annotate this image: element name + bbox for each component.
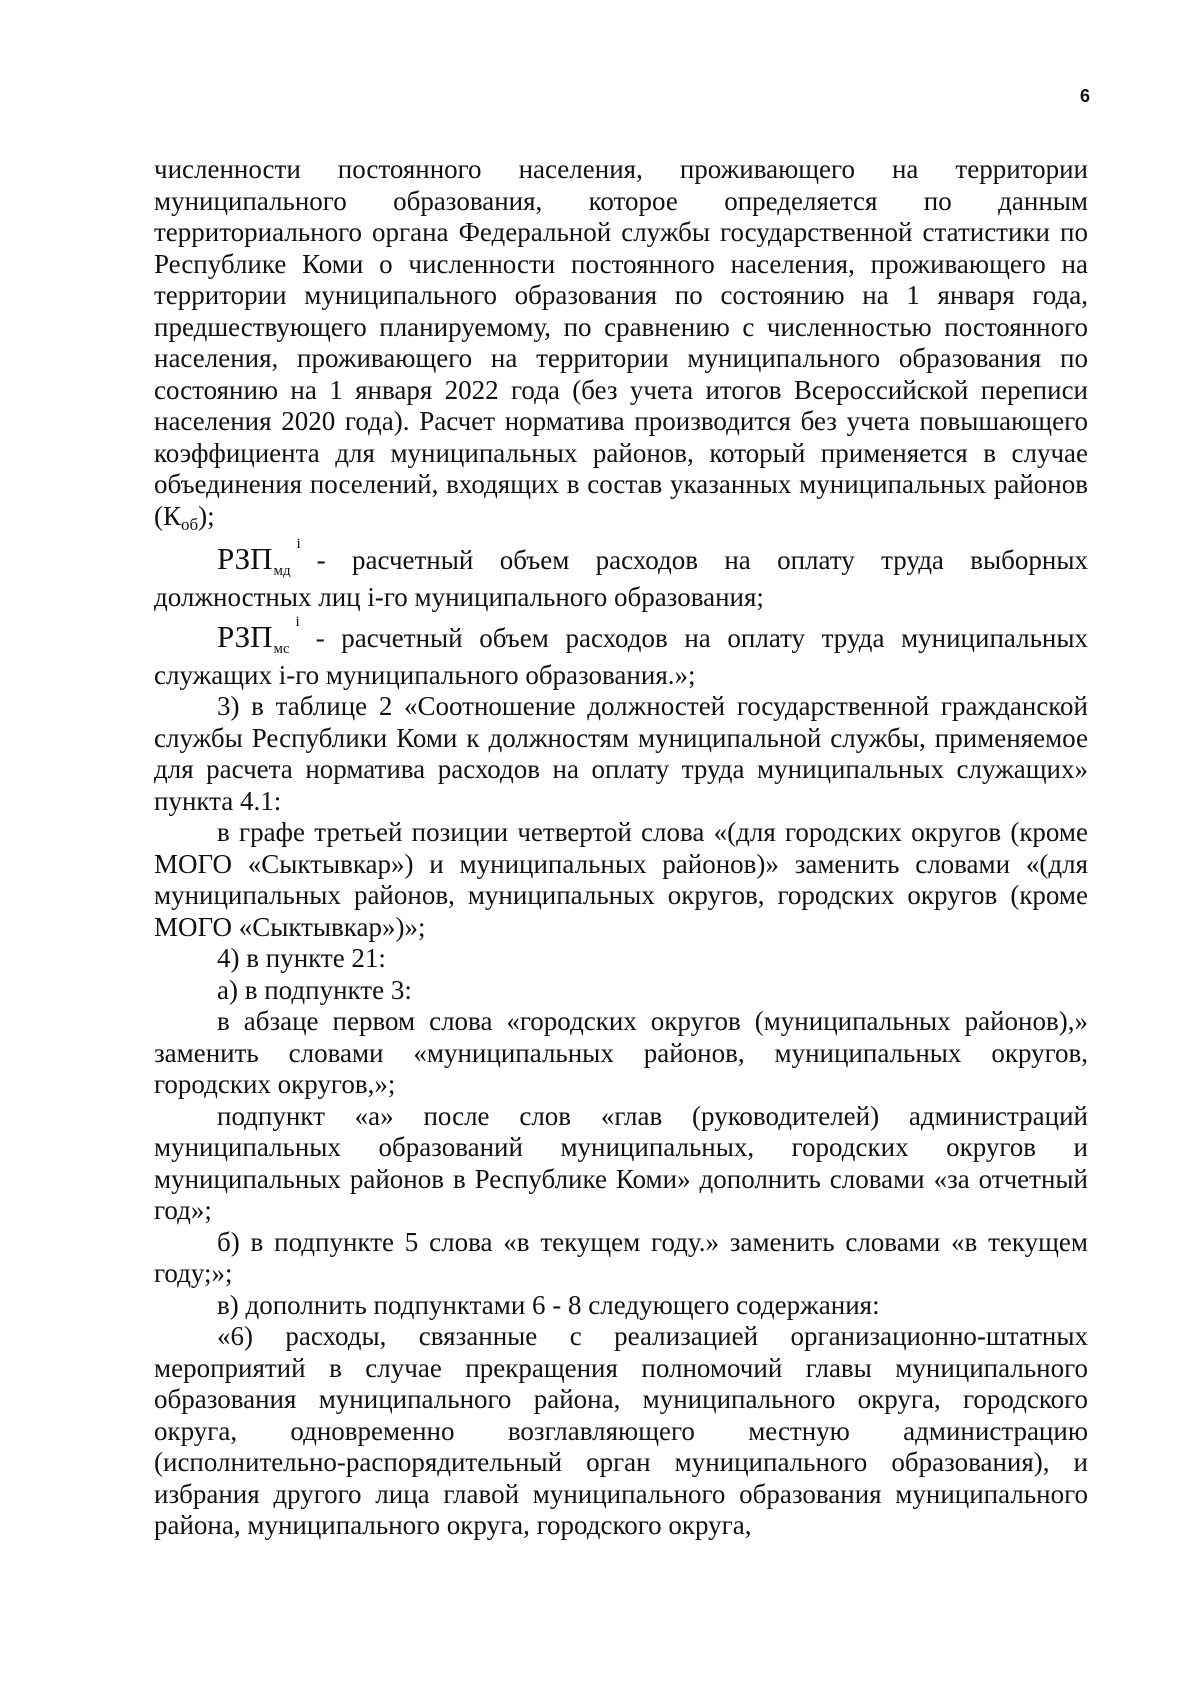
symbol-text: РЗП <box>217 619 273 654</box>
paragraph-first-clause: в абзаце первом слова «городских округов (муниципальных районов),» заменить словами «муниципальных районов, муниципальных округов, городских округов,»; <box>154 1006 1088 1099</box>
paragraph-item-6: «6) расходы, связанные с реализацией организационно-штатных мероприятий в случае прекращения полномочий главы муниципального образования муниципального района, муниципального округа, городского округа, одновременно возглавляющего местную администрацию (исполнительно-распорядительный орган муниципального образования), и избрания другого лица главой муниципального образования муниципального района, муниципального округа, городского округа, <box>154 1321 1088 1540</box>
paragraph-column-three: в графе третьей позиции четвертой слова «(для городских округов (кроме МОГО «Сыктывкар») и муниципальных районов)» заменить словами «(для муниципальных районов, муниципальных округов, городских округов (кроме МОГО «Сыктывкар»)»; <box>154 817 1088 942</box>
paragraph-subitem-b: б) в подпункте 5 слова «в текущем году.» заменить словами «в текущем году;»; <box>154 1226 1088 1288</box>
formula-symbol-rzp-ms <box>217 614 300 660</box>
definition-text: - расчетный объем расходов на оплату труда муниципальных служащих i-го муниципального образования.»; <box>154 623 1088 690</box>
paragraph-end: ); <box>198 500 215 531</box>
definition-rzp-md <box>154 536 1088 613</box>
paragraph-population-count <box>154 154 1088 535</box>
paragraph-subitem-a-addition: подпункт «а» после слов «глав (руководителей) администраций муниципальных образований муниципальных, городских округов и муниципальных районов в Республике Коми» дополнить словами «за отчетный год»; <box>154 1100 1088 1225</box>
coefficient-subscript: об <box>181 514 199 534</box>
definition-text: - расчетный объем расходов на оплату труда выборных должностных лиц i-го муниципального образования; <box>154 545 1088 612</box>
symbol-subscript: мс <box>273 641 290 657</box>
paragraph-subitem-a: а) в подпункте 3: <box>217 974 412 1005</box>
symbol-superscript: i <box>296 536 301 552</box>
paragraph-item-3: 3) в таблице 2 «Соотношение должностей государственной гражданской службы Республики Коми к должностям муниципальной службы, применяемое для расчета норматива расходов на оплату труда муниципальных служащих» пункта 4.1: <box>154 691 1088 816</box>
page-number: 6 <box>1080 86 1091 106</box>
formula-symbol-rzp-md <box>217 536 301 582</box>
paragraph-text: численности постоянного населения, проживающего на территории муниципального образования, которое определяется по данным территориального органа Федеральной службы государственной статистики по Республике Коми о численности постоянного населения, проживающего на территории муниципального образования по состоянию на 1 января года, предшествующего планируемому, по сравнению с численностью постоянного населения, проживающего на территории муниципального образования по состоянию на 1 января 2022 года (без учета итогов Всероссийской переписи населения 2020 года). Расчет норматива производится без учета повышающего коэффициента для муниципальных районов, который применяется в случае объединения поселений, входящих в состав указанных муниципальных районов (К <box>154 154 1088 531</box>
definition-rzp-ms <box>154 614 1088 691</box>
symbol-superscript: i <box>295 614 300 630</box>
symbol-subscript: мд <box>273 563 291 579</box>
paragraph-subitem-v: в) дополнить подпунктами 6 - 8 следующего содержания: <box>217 1289 880 1320</box>
paragraph-item-4: 4) в пункте 21: <box>217 943 386 973</box>
document-body <box>154 154 1088 1542</box>
symbol-text: РЗП <box>217 541 273 576</box>
